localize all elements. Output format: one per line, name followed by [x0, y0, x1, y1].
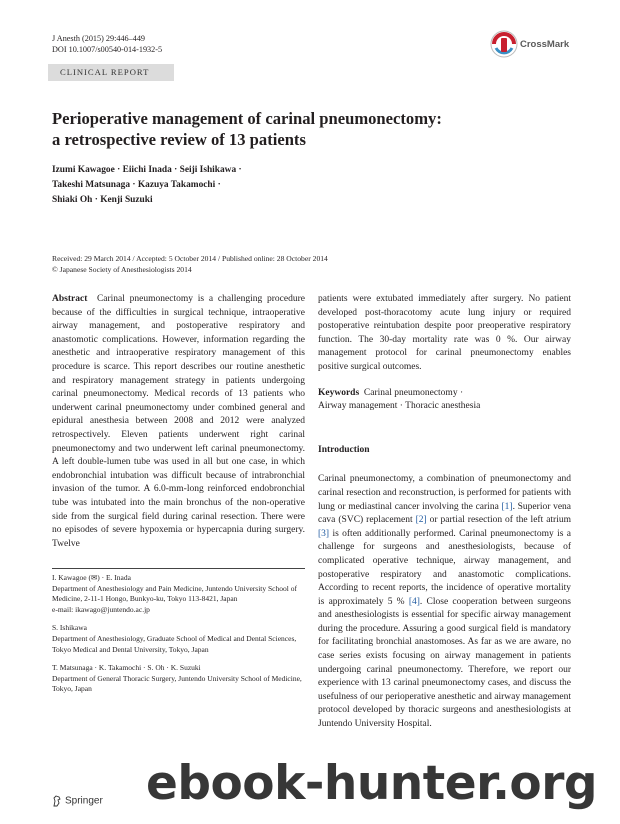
crossmark-icon [490, 30, 518, 58]
copyright-line: © Japanese Society of Anesthesiologists 2014 [52, 265, 192, 274]
keywords-line: Airway management · Thoracic anesthesia [318, 401, 481, 412]
crossmark-badge[interactable] [490, 30, 580, 60]
author-line: Izumi Kawagoe · Eiichi Inada · Seiji Ishikawa · [52, 165, 242, 175]
article-title [52, 108, 522, 150]
dates-line: Received: 29 March 2014 / Accepted: 5 October 2014 / Published online: 28 October 2014 [52, 254, 328, 263]
intro-text: . Superior vena cava (SVC) replacement [318, 501, 571, 526]
introduction-heading: Introduction [318, 444, 370, 455]
reference-link[interactable]: [3] [318, 528, 330, 539]
title-line: a retrospective review of 13 patients [52, 130, 306, 149]
watermark: ebook-hunter.org [146, 756, 598, 811]
affiliation-names: I. Kawagoe (✉) · E. Inada [52, 573, 131, 582]
abstract-text: Carinal pneumonectomy is a challenging procedure because of the difficulties in surgical technique, intraoperative airway management, and postoperative respiratory and anastomotic complications. However, information regarding the anesthetic and intraoperative respiratory management of this procedure is scarce. This report describes our routine anesthetic and respiratory management strategy in patients undergoing carinal pneumonectomy. Medical records of 13 patients who underwent carinal pneumonectomy under combined general and epidural anesthesia between 2008 and 2012 were analyzed retrospectively. Eleven patients underwent right carinal pneumonectomy and two underwent left carinal pneumonectomy. A left double-lumen tube was used in all but one case, in which endobronchial intubation was difficult because of intrabronchial invasion of the tumor. A 6.0-mm-long reinforced endobronchial tube was intubated into the main bronchus of the non-operative side from the surgical field during carinal resection. There were no episodes of severe hypoxemia or hypercapnia during surgery. Twelve [52, 294, 305, 549]
title-line: Perioperative management of carinal pneumonectomy: [52, 109, 442, 128]
intro-text: . Close cooperation between surgeons and anesthesiologists is essential for specific airway management during the procedure. Assuring a good surgical field is mandatory for facilitating bronchial anastomoses. As far as we are aware, no case series exists focusing on airway management in patients undergoing carinal pneumonectomy. Therefore, we report our experience with 13 carinal pneumonectomy cases, and discuss the usefulness of our perioperative anesthetic and airway management protocol developed by thoracic surgeons and anesthesiologists at Juntendo University Hospital. [318, 596, 571, 730]
affiliation-address: Department of General Thoracic Surgery, Juntendo University School of Medicine, Tokyo, Japan [52, 673, 302, 694]
reference-link[interactable]: [4] [408, 596, 420, 607]
section-label [48, 64, 174, 81]
author-list [52, 163, 372, 208]
affiliation-3 [52, 663, 305, 695]
publisher-logo [52, 795, 103, 807]
affiliations [52, 573, 305, 703]
crossmark-label: CrossMark [520, 39, 570, 50]
abstract [52, 293, 305, 551]
springer-horse-icon [52, 795, 62, 807]
publisher-name: Springer [65, 795, 103, 807]
left-column [52, 293, 305, 551]
journal-citation [52, 33, 162, 55]
introduction-text [318, 473, 571, 731]
affiliation-2 [52, 623, 305, 655]
affiliation-names: S. Ishikawa [52, 623, 87, 633]
section-label-text: CLINICAL REPORT [60, 67, 150, 77]
publication-dates [52, 253, 572, 275]
keywords-label: Keywords [318, 387, 360, 398]
intro-text: is often additionally performed. Carinal pneumonectomy is a challenge for surgeons and anesthesiologists, because of complicated operative technique, airway management, and postoperative respiratory and anastomotic complications. According to recent reports, the incidence of operative mortality is approximately 5 % [318, 528, 571, 607]
affiliation-divider [52, 568, 305, 569]
journal-line: J Anesth (2015) 29:446–449 [52, 34, 146, 43]
reference-link[interactable]: [1] [501, 501, 513, 512]
keywords [318, 387, 571, 414]
abstract-label: Abstract [52, 294, 88, 304]
affiliation-address: Department of Anesthesiology, Graduate School of Medical and Dental Sciences, Tokyo Medical and Dental University, Tokyo, Japan [52, 633, 297, 654]
affiliation-address: Department of Anesthesiology and Pain Medicine, Juntendo University School of Medicine, 2-11-1 Hongo, Bunkyo-ku, Tokyo 113-8421, Japan [52, 583, 297, 604]
author-line: Shiaki Oh · Kenji Suzuki [52, 195, 153, 205]
intro-text: or partial resection of the left atrium [426, 515, 571, 526]
author-line: Takeshi Matsunaga · Kazuya Takamochi · [52, 180, 221, 190]
intro-text: Carinal pneumonectomy, a combination of pneumonectomy and carinal resection and reconstruction, is performed for patients with lung or mediastinal cancer involving the carina [318, 474, 571, 512]
reference-link[interactable]: [2] [415, 515, 427, 526]
doi-line: DOI 10.1007/s00540-014-1932-5 [52, 45, 163, 54]
email-link[interactable]: e-mail: ikawago@juntendo.ac.jp [52, 604, 150, 614]
abstract-continued: patients were extubated immediately after surgery. No patient developed post-thoracotomy acute lung injury or required postoperative reintubation despite poor preoperative respiratory function. The 30-day mortality rate was 0 %. Our airway management protocol for carinal pneumonectomy enables positive surgical outcomes. [318, 294, 571, 372]
right-column [318, 293, 571, 732]
keywords-line: Carinal pneumonectomy · [363, 387, 464, 398]
affiliation-1 [52, 573, 305, 615]
affiliation-names: T. Matsunaga · K. Takamochi · S. Oh · K. Suzuki [52, 663, 201, 673]
